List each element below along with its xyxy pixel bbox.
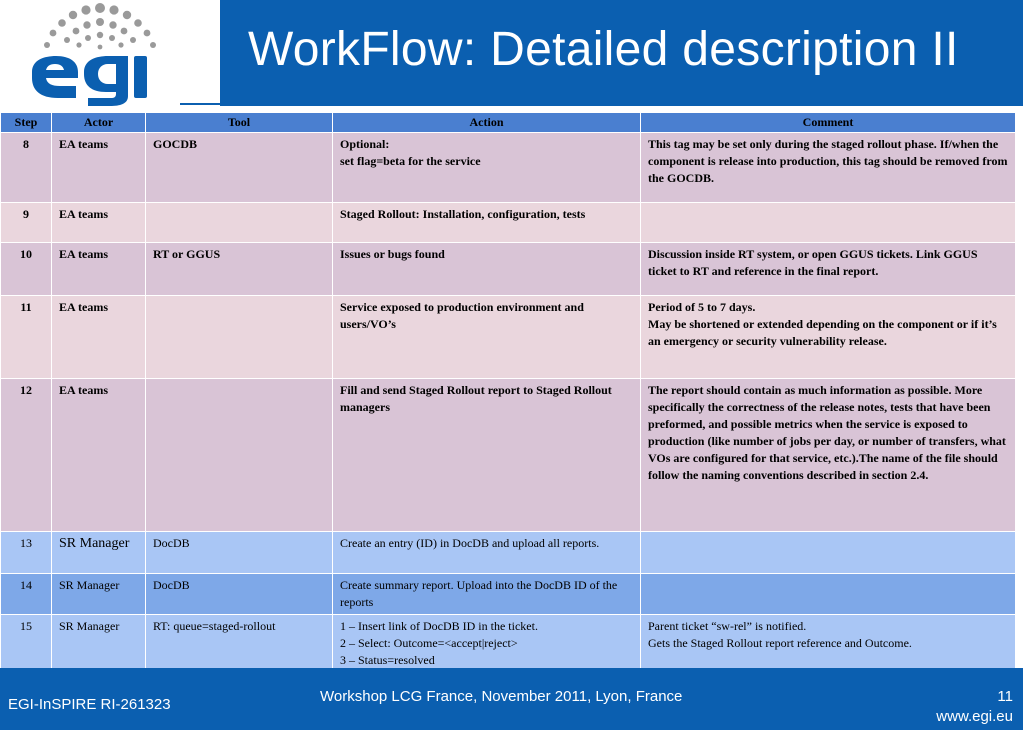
cell-action (333, 532, 641, 574)
cell-comment (641, 133, 1016, 203)
comment-line: Period of 5 to 7 days. (648, 300, 756, 314)
cell-actor: SR Manager (52, 574, 146, 615)
cell-comment (641, 532, 1016, 574)
page-number: 11 (997, 688, 1013, 705)
column-header-action: Action (333, 113, 641, 133)
table-row (1, 379, 1016, 532)
comment-line: May be shortened or extended depending on the component or if it’s an emergency or security vulnerability release. (648, 317, 997, 348)
cell-action (333, 203, 641, 243)
cell-actor: EA teams (52, 133, 146, 203)
action-line: Issues or bugs found (340, 247, 445, 261)
cell-action (333, 574, 641, 615)
cell-tool: RT: queue=staged-rollout (146, 615, 333, 673)
workflow-table (0, 112, 1015, 668)
cell-actor: EA teams (52, 243, 146, 296)
cell-action (333, 296, 641, 379)
cell-comment (641, 379, 1016, 532)
comment-line: Discussion inside RT system, or open GGUS tickets. Link GGUS ticket to RT and reference in the final report. (648, 247, 978, 278)
cell-tool (146, 379, 333, 532)
header-rule (180, 103, 385, 105)
table-row (1, 296, 1016, 379)
cell-tool (146, 203, 333, 243)
cell-actor: EA teams (52, 296, 146, 379)
cell-step: 10 (1, 243, 52, 296)
cell-step: 9 (1, 203, 52, 243)
action-line: 3 – Status=resolved (340, 653, 435, 667)
action-line: Optional: (340, 137, 390, 151)
action-line: 1 – Insert link of DocDB ID in the ticket. (340, 619, 538, 633)
cell-tool: GOCDB (146, 133, 333, 203)
action-line: Create summary report. Upload into the DocDB ID of the reports (340, 578, 618, 609)
cell-step: 15 (1, 615, 52, 673)
cell-action (333, 379, 641, 532)
slide-footer (0, 668, 1023, 730)
column-header-step: Step (1, 113, 52, 133)
table-row (1, 133, 1016, 203)
action-line: Staged Rollout: Installation, configuration, tests (340, 207, 586, 221)
cell-step: 12 (1, 379, 52, 532)
cell-comment (641, 203, 1016, 243)
table-row (1, 203, 1016, 243)
cell-tool (146, 296, 333, 379)
cell-actor: EA teams (52, 379, 146, 532)
comment-line: This tag may be set only during the staged rollout phase. If/when the component is release into production, this tag should be removed from the GOCDB. (648, 137, 1008, 185)
comment-line: Parent ticket “sw-rel” is notified. (648, 619, 807, 633)
cell-comment (641, 574, 1016, 615)
slide-header (0, 0, 1023, 112)
cell-comment (641, 296, 1016, 379)
logo-area (0, 0, 220, 106)
action-line: Fill and send Staged Rollout report to Staged Rollout managers (340, 383, 612, 414)
cell-tool: DocDB (146, 532, 333, 574)
cell-step: 8 (1, 133, 52, 203)
cell-actor: SR Manager (52, 615, 146, 673)
egi-logo-icon (20, 0, 180, 106)
comment-line: The report should contain as much information as possible. More specifically the correctness of the release notes, tests that have been preformed, and possible metrics when the service is exposed to production (like number of jobs per day, or number of transfers, what VOs are configured for that service, etc.).The name of the file should follow the naming conventions described in section 2.4. (648, 383, 1006, 482)
cell-comment (641, 243, 1016, 296)
workflow-table-grid (0, 112, 1016, 673)
action-line: set flag=beta for the service (340, 154, 481, 168)
action-line: 2 – Select: Outcome=<accept|reject> (340, 636, 518, 650)
table-row (1, 243, 1016, 296)
table-row (1, 574, 1016, 615)
cell-actor: EA teams (52, 203, 146, 243)
footer-url: www.egi.eu (936, 708, 1013, 725)
footer-event: Workshop LCG France, November 2011, Lyon, France (320, 688, 683, 705)
table-row (1, 532, 1016, 574)
cell-tool: RT or GGUS (146, 243, 333, 296)
action-line: Service exposed to production environment and users/VO’s (340, 300, 584, 331)
cell-step: 11 (1, 296, 52, 379)
cell-action (333, 133, 641, 203)
page-title: WorkFlow: Detailed description II (248, 23, 959, 76)
cell-tool: DocDB (146, 574, 333, 615)
cell-step: 14 (1, 574, 52, 615)
cell-action (333, 243, 641, 296)
footer-project-id: EGI-InSPIRE RI-261323 (8, 696, 171, 713)
cell-action (333, 615, 641, 673)
cell-actor: SR Manager (52, 532, 146, 574)
column-header-comment: Comment (641, 113, 1016, 133)
table-row (1, 615, 1016, 673)
cell-step: 13 (1, 532, 52, 574)
table-header-row (1, 113, 1016, 133)
column-header-tool: Tool (146, 113, 333, 133)
cell-comment (641, 615, 1016, 673)
comment-line: Gets the Staged Rollout report reference and Outcome. (648, 636, 912, 650)
action-line: Create an entry (ID) in DocDB and upload all reports. (340, 536, 600, 550)
column-header-actor: Actor (52, 113, 146, 133)
